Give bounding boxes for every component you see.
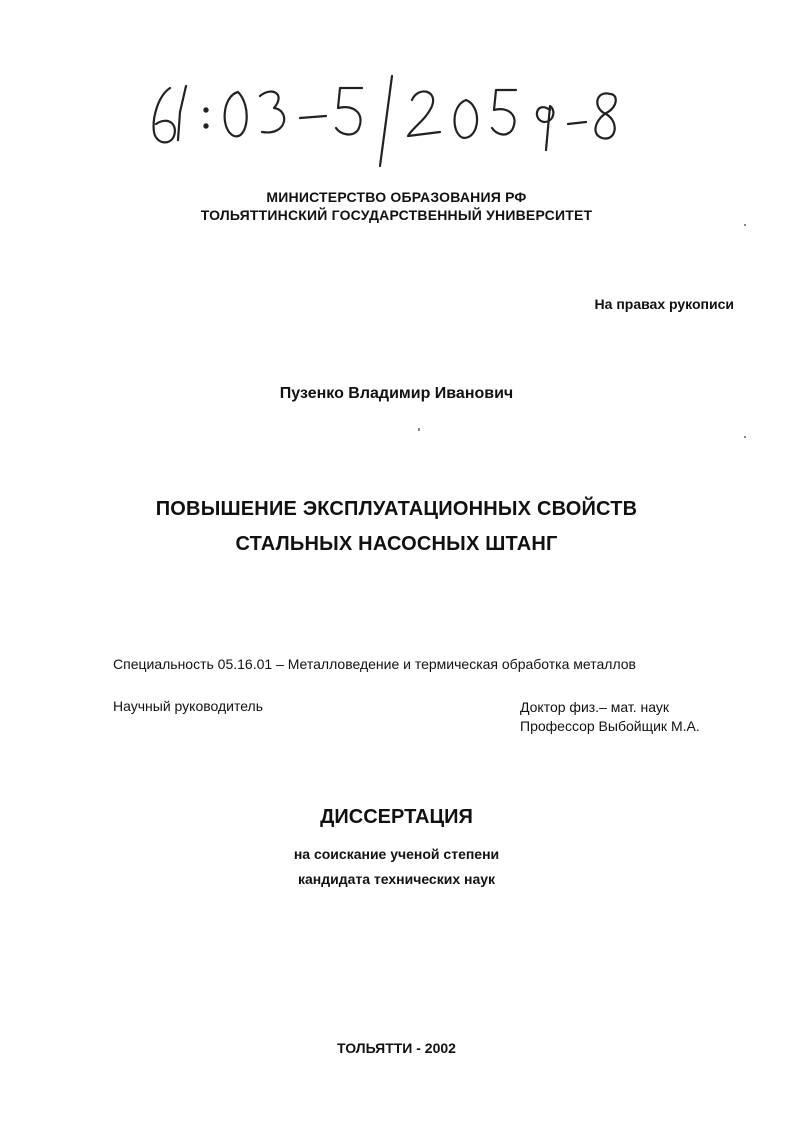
city-year: ТОЛЬЯТТИ - 2002	[337, 1040, 456, 1056]
scan-speck	[744, 436, 746, 438]
handwritten-archive-number	[140, 66, 630, 176]
supervisor-info	[520, 698, 700, 736]
degree-line-2: кандидата технических наук	[297, 871, 496, 887]
degree-line-1: на соискание ученой степени	[293, 846, 500, 862]
document-type: ДИССЕРТАЦИЯ	[320, 806, 473, 828]
ministry-header	[0, 188, 793, 224]
specialty-line: Специальность 05.16.01 – Металловедение и термическая обработка металлов	[113, 656, 636, 672]
degree-sought	[0, 842, 793, 892]
supervisor-label: Научный руководитель	[113, 698, 264, 714]
scan-speck	[418, 428, 420, 431]
university-name: ТОЛЬЯТТИНСКИЙ ГОСУДАРСТВЕННЫЙ УНИВЕРСИТЕТ	[200, 207, 593, 223]
author-name: Пузенко Владимир Иванович	[279, 385, 514, 402]
title-line-2: СТАЛЬНЫХ НАСОСНЫХ ШТАНГ	[235, 533, 558, 555]
supervisor-degree: Доктор физ.– мат. наук	[520, 699, 669, 715]
rights-notice: На правах рукописи	[594, 296, 734, 312]
ministry-name: МИНИСТЕРСТВО ОБРАЗОВАНИЯ РФ	[266, 189, 527, 205]
supervisor-name: Профессор Выбойщик М.А.	[520, 718, 700, 734]
scan-speck	[744, 224, 746, 226]
dissertation-title	[0, 492, 793, 562]
title-line-1: ПОВЫШЕНИЕ ЭКСПЛУАТАЦИОННЫХ СВОЙСТВ	[155, 498, 638, 520]
